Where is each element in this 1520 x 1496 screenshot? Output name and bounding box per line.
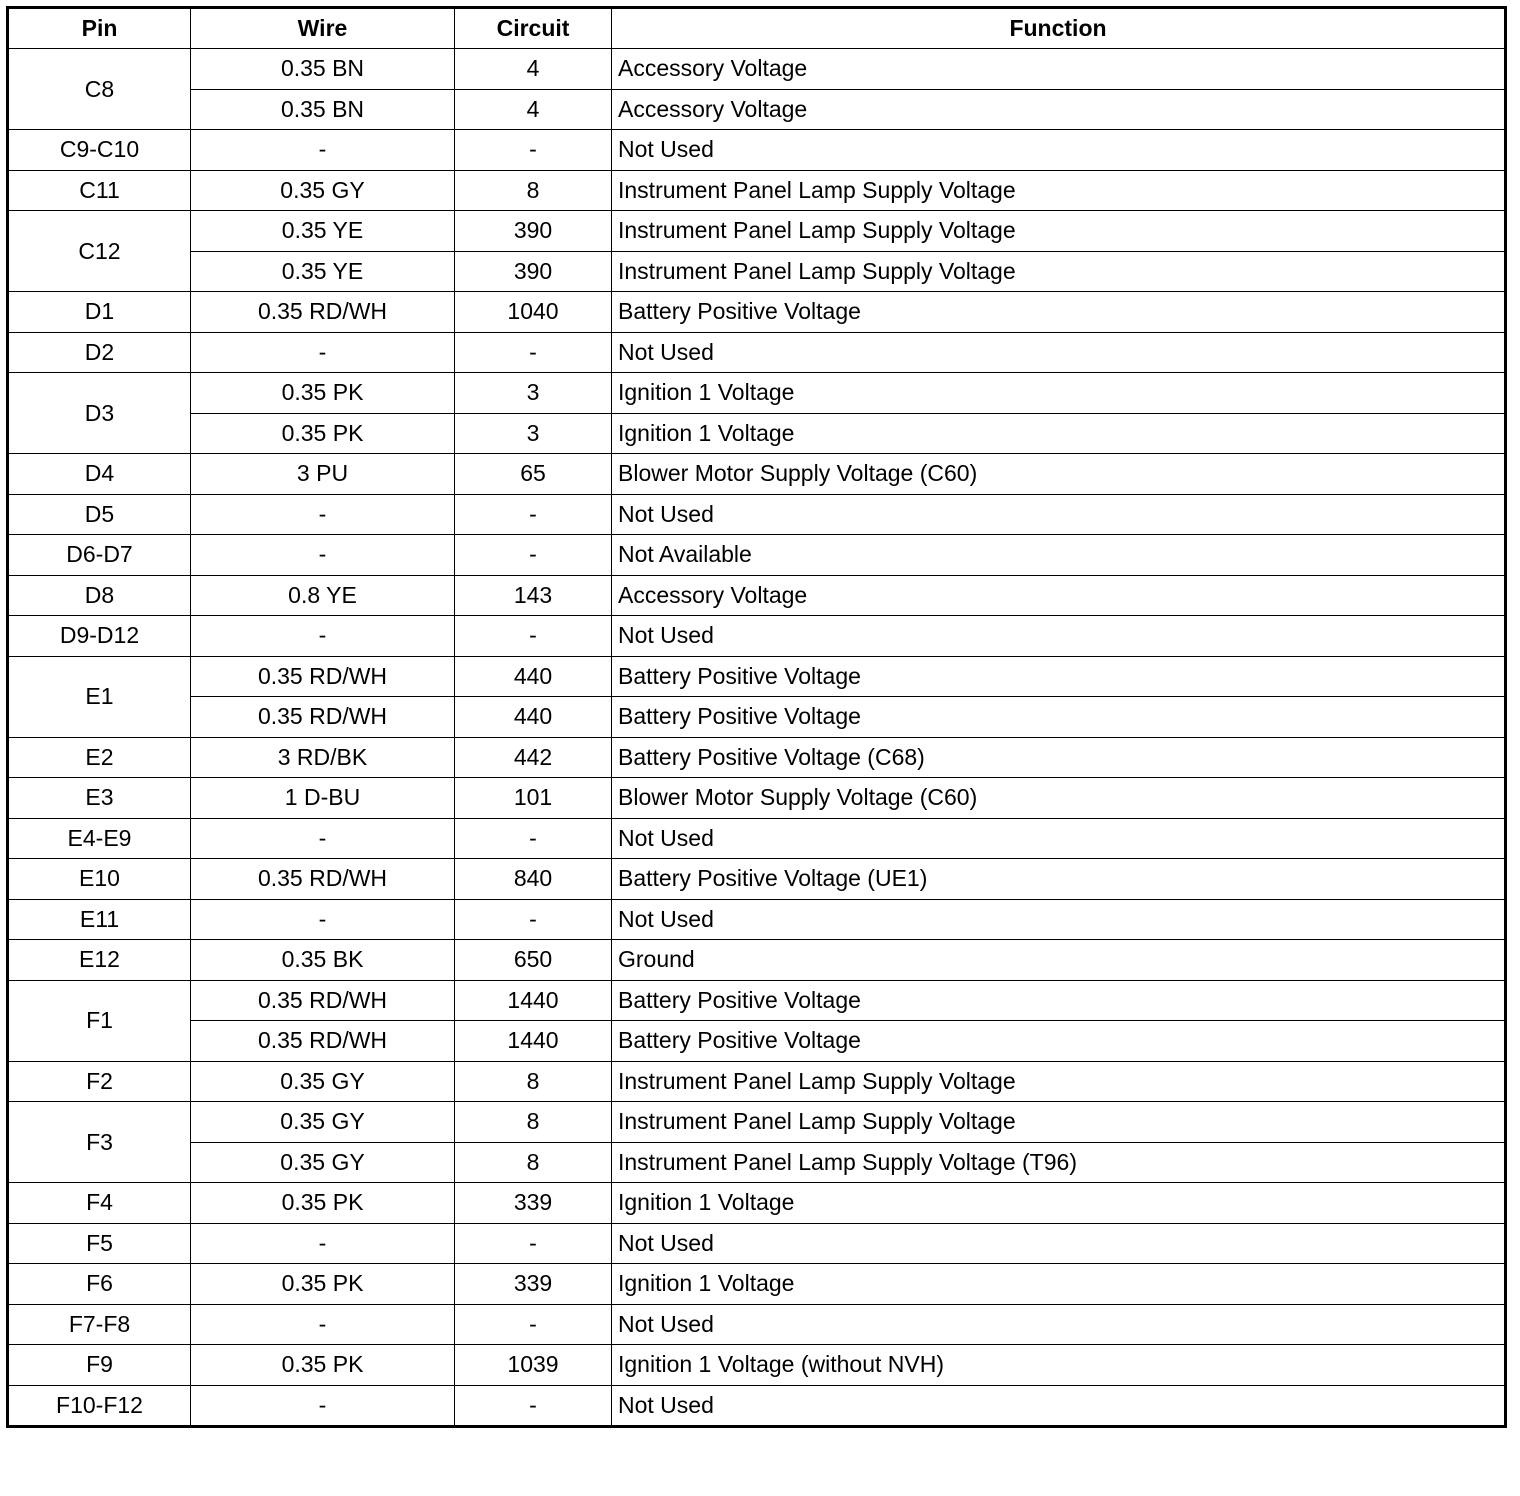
wire-cell: 0.35 BK	[191, 940, 455, 981]
table-row	[8, 1183, 1506, 1224]
table-row	[8, 940, 1506, 981]
table-row	[8, 1345, 1506, 1386]
circuit-cell: 8	[455, 170, 612, 211]
function-cell: Ignition 1 Voltage	[612, 1264, 1506, 1305]
wire-cell: 0.35 YE	[191, 251, 455, 292]
wire-cell: 0.35 RD/WH	[191, 1021, 455, 1062]
function-cell: Ignition 1 Voltage (without NVH)	[612, 1345, 1506, 1386]
pin-cell: C8	[8, 49, 191, 130]
circuit-cell: 339	[455, 1264, 612, 1305]
function-cell: Instrument Panel Lamp Supply Voltage	[612, 1061, 1506, 1102]
wire-cell: 0.35 GY	[191, 170, 455, 211]
header-wire: Wire	[191, 8, 455, 49]
circuit-cell: -	[455, 535, 612, 576]
table-row	[8, 1385, 1506, 1427]
function-cell: Not Used	[612, 616, 1506, 657]
circuit-cell: -	[455, 1304, 612, 1345]
header-pin: Pin	[8, 8, 191, 49]
header-row	[8, 8, 1506, 49]
wire-cell: -	[191, 818, 455, 859]
table-header	[8, 8, 1506, 49]
wire-cell: 0.35 BN	[191, 89, 455, 130]
wire-cell: 0.35 BN	[191, 49, 455, 90]
table-row	[8, 1264, 1506, 1305]
circuit-cell: 8	[455, 1142, 612, 1183]
function-cell: Ignition 1 Voltage	[612, 373, 1506, 414]
pin-cell: F1	[8, 980, 191, 1061]
circuit-cell: 3	[455, 373, 612, 414]
table-row	[8, 170, 1506, 211]
pin-cell: E12	[8, 940, 191, 981]
table-row	[8, 413, 1506, 454]
pin-cell: F9	[8, 1345, 191, 1386]
pin-cell: F7-F8	[8, 1304, 191, 1345]
pin-cell: C9-C10	[8, 130, 191, 171]
circuit-cell: 8	[455, 1102, 612, 1143]
wire-cell: 3 PU	[191, 454, 455, 495]
table-row	[8, 818, 1506, 859]
function-cell: Instrument Panel Lamp Supply Voltage	[612, 211, 1506, 252]
function-cell: Ignition 1 Voltage	[612, 1183, 1506, 1224]
wire-cell: 0.35 RD/WH	[191, 656, 455, 697]
wire-cell: 0.35 GY	[191, 1061, 455, 1102]
table-row	[8, 494, 1506, 535]
function-cell: Blower Motor Supply Voltage (C60)	[612, 454, 1506, 495]
function-cell: Battery Positive Voltage	[612, 1021, 1506, 1062]
wire-cell: 0.35 YE	[191, 211, 455, 252]
table-row	[8, 130, 1506, 171]
table-row	[8, 656, 1506, 697]
table-row	[8, 535, 1506, 576]
circuit-cell: 1440	[455, 980, 612, 1021]
table-row	[8, 332, 1506, 373]
header-circuit: Circuit	[455, 8, 612, 49]
circuit-cell: 1040	[455, 292, 612, 333]
function-cell: Not Used	[612, 818, 1506, 859]
table-row	[8, 899, 1506, 940]
circuit-cell: 65	[455, 454, 612, 495]
circuit-cell: -	[455, 1385, 612, 1427]
function-cell: Instrument Panel Lamp Supply Voltage	[612, 170, 1506, 211]
table-row	[8, 251, 1506, 292]
wire-cell: 0.35 PK	[191, 1264, 455, 1305]
wire-cell: 0.35 PK	[191, 1183, 455, 1224]
wire-cell: -	[191, 130, 455, 171]
function-cell: Ground	[612, 940, 1506, 981]
wire-cell: -	[191, 332, 455, 373]
circuit-cell: 440	[455, 697, 612, 738]
pin-cell: D9-D12	[8, 616, 191, 657]
wire-cell: 0.35 RD/WH	[191, 980, 455, 1021]
function-cell: Not Used	[612, 130, 1506, 171]
circuit-cell: -	[455, 332, 612, 373]
function-cell: Not Available	[612, 535, 1506, 576]
function-cell: Accessory Voltage	[612, 49, 1506, 90]
table-row	[8, 1061, 1506, 1102]
pin-cell: D3	[8, 373, 191, 454]
pin-cell: E4-E9	[8, 818, 191, 859]
pin-cell: D4	[8, 454, 191, 495]
function-cell: Battery Positive Voltage (C68)	[612, 737, 1506, 778]
function-cell: Accessory Voltage	[612, 89, 1506, 130]
function-cell: Battery Positive Voltage	[612, 656, 1506, 697]
table-row	[8, 575, 1506, 616]
table-row	[8, 211, 1506, 252]
function-cell: Accessory Voltage	[612, 575, 1506, 616]
function-cell: Not Used	[612, 1385, 1506, 1427]
wire-cell: -	[191, 535, 455, 576]
function-cell: Not Used	[612, 494, 1506, 535]
circuit-cell: -	[455, 130, 612, 171]
wire-cell: 0.35 GY	[191, 1142, 455, 1183]
circuit-cell: 442	[455, 737, 612, 778]
pin-cell: F10-F12	[8, 1385, 191, 1427]
table-row	[8, 1142, 1506, 1183]
circuit-cell: 4	[455, 89, 612, 130]
table-row	[8, 373, 1506, 414]
wire-cell: 0.35 RD/WH	[191, 859, 455, 900]
wire-cell: 0.35 PK	[191, 1345, 455, 1386]
table-row	[8, 980, 1506, 1021]
wire-cell: 3 RD/BK	[191, 737, 455, 778]
function-cell: Not Used	[612, 899, 1506, 940]
wire-cell: 0.35 PK	[191, 413, 455, 454]
pin-cell: E11	[8, 899, 191, 940]
table-row	[8, 778, 1506, 819]
circuit-cell: -	[455, 818, 612, 859]
table-row	[8, 697, 1506, 738]
wire-cell: 1 D-BU	[191, 778, 455, 819]
table-body	[8, 49, 1506, 1427]
table-row	[8, 49, 1506, 90]
circuit-cell: -	[455, 616, 612, 657]
circuit-cell: 3	[455, 413, 612, 454]
table-row	[8, 1223, 1506, 1264]
table-row	[8, 859, 1506, 900]
wire-cell: -	[191, 494, 455, 535]
pinout-table	[6, 6, 1507, 1428]
pin-cell: C11	[8, 170, 191, 211]
wire-cell: -	[191, 1385, 455, 1427]
table-row	[8, 1102, 1506, 1143]
table-row	[8, 737, 1506, 778]
circuit-cell: 4	[455, 49, 612, 90]
pin-cell: D5	[8, 494, 191, 535]
function-cell: Battery Positive Voltage	[612, 980, 1506, 1021]
function-cell: Battery Positive Voltage (UE1)	[612, 859, 1506, 900]
pin-cell: C12	[8, 211, 191, 292]
table-row	[8, 1021, 1506, 1062]
pin-cell: D2	[8, 332, 191, 373]
pin-cell: F2	[8, 1061, 191, 1102]
function-cell: Not Used	[612, 1223, 1506, 1264]
function-cell: Instrument Panel Lamp Supply Voltage	[612, 251, 1506, 292]
wire-cell: -	[191, 1304, 455, 1345]
circuit-cell: 650	[455, 940, 612, 981]
circuit-cell: 390	[455, 211, 612, 252]
table-row	[8, 454, 1506, 495]
table-row	[8, 89, 1506, 130]
table-row	[8, 292, 1506, 333]
wire-cell: 0.8 YE	[191, 575, 455, 616]
circuit-cell: 339	[455, 1183, 612, 1224]
wire-cell: 0.35 RD/WH	[191, 697, 455, 738]
circuit-cell: 440	[455, 656, 612, 697]
circuit-cell: 8	[455, 1061, 612, 1102]
wire-cell: 0.35 PK	[191, 373, 455, 414]
pin-cell: E10	[8, 859, 191, 900]
function-cell: Not Used	[612, 332, 1506, 373]
wire-cell: -	[191, 1223, 455, 1264]
circuit-cell: 390	[455, 251, 612, 292]
table-row	[8, 616, 1506, 657]
pin-cell: F4	[8, 1183, 191, 1224]
function-cell: Battery Positive Voltage	[612, 697, 1506, 738]
pin-cell: E3	[8, 778, 191, 819]
pin-cell: D1	[8, 292, 191, 333]
pin-cell: D8	[8, 575, 191, 616]
function-cell: Instrument Panel Lamp Supply Voltage	[612, 1102, 1506, 1143]
wire-cell: -	[191, 616, 455, 657]
circuit-cell: -	[455, 1223, 612, 1264]
pin-cell: F3	[8, 1102, 191, 1183]
circuit-cell: -	[455, 899, 612, 940]
circuit-cell: 101	[455, 778, 612, 819]
table-row	[8, 1304, 1506, 1345]
function-cell: Blower Motor Supply Voltage (C60)	[612, 778, 1506, 819]
circuit-cell: 143	[455, 575, 612, 616]
function-cell: Not Used	[612, 1304, 1506, 1345]
wire-cell: 0.35 RD/WH	[191, 292, 455, 333]
function-cell: Instrument Panel Lamp Supply Voltage (T96)	[612, 1142, 1506, 1183]
pin-cell: F6	[8, 1264, 191, 1305]
pin-cell: E2	[8, 737, 191, 778]
header-function: Function	[612, 8, 1506, 49]
pin-cell: E1	[8, 656, 191, 737]
pin-cell: D6-D7	[8, 535, 191, 576]
function-cell: Battery Positive Voltage	[612, 292, 1506, 333]
pin-cell: F5	[8, 1223, 191, 1264]
function-cell: Ignition 1 Voltage	[612, 413, 1506, 454]
wire-cell: -	[191, 899, 455, 940]
wire-cell: 0.35 GY	[191, 1102, 455, 1143]
circuit-cell: -	[455, 494, 612, 535]
circuit-cell: 840	[455, 859, 612, 900]
circuit-cell: 1440	[455, 1021, 612, 1062]
circuit-cell: 1039	[455, 1345, 612, 1386]
